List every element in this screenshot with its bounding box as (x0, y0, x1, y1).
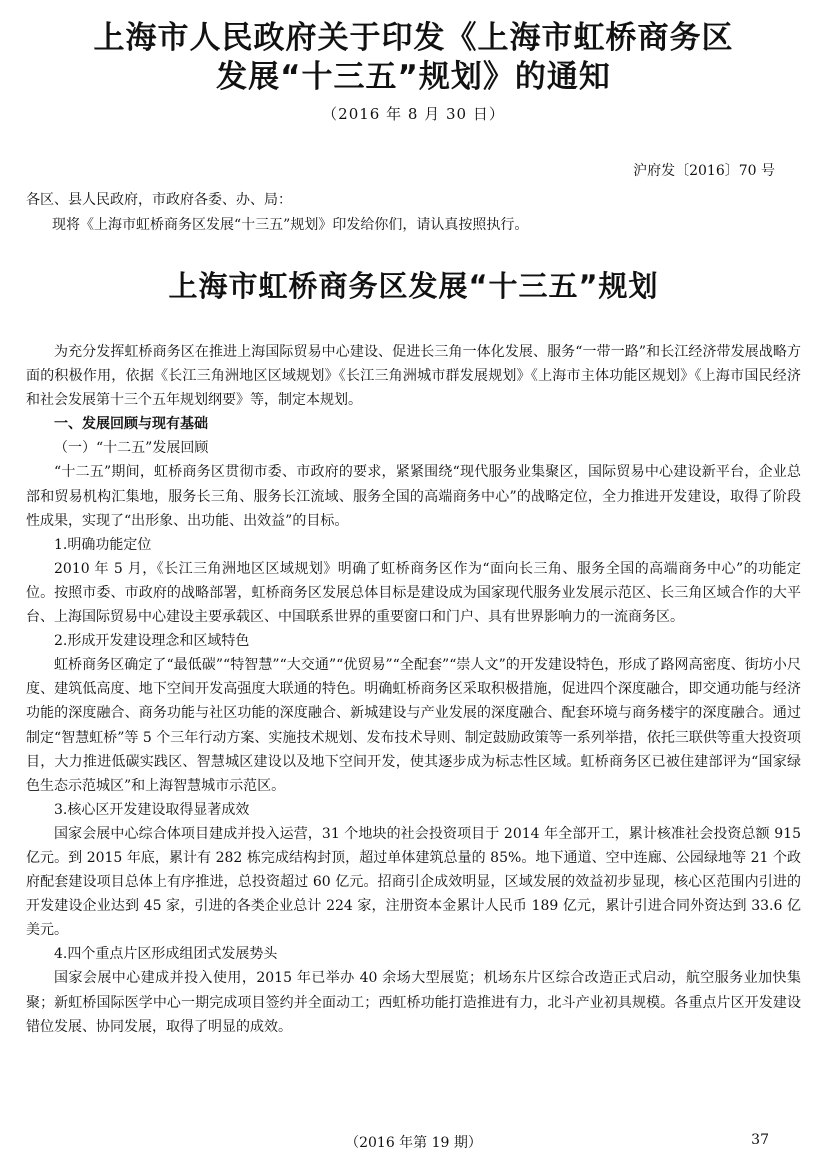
item-heading: 1.明确功能定位 (54, 536, 152, 553)
item-heading: 3.核心区开发建设取得显著成效 (54, 801, 250, 818)
notice-title-line1: 上海市人民政府关于印发《上海市虹桥商务区 (93, 20, 734, 56)
notice-date: （2016 年 8 月 30 日） (322, 105, 505, 123)
item-heading: 2.形成开发建设理念和区域特色 (54, 633, 250, 650)
section-heading: 一、发展回顾与现有基础 (54, 416, 208, 433)
salutation: 各区、县人民政府，市政府各委、办、局： (26, 192, 292, 208)
subsection-heading: （一）“十二五”发展回顾 (54, 440, 209, 457)
review-paragraph: “十二五”期间，虹桥商务区贯彻市委、市政府的要求，紧紧围绕“现代服务业集聚区，国际贸易中心建设新平台，企业总部和贸易机构汇集地，服务长三角、服务长江流域、服务全国的高端商务中心”的战略定位，全力推进开发建设，取得了阶段性成果，实现了“出形象、出功能、出效益”的目标。 (26, 464, 801, 529)
item-heading: 4.四个重点片区形成组团式发展势头 (54, 946, 278, 963)
item-paragraph: 虹桥商务区确定了“最低碳”“特智慧”“大交通”“优贸易”“全配套”“崇人文”的开发建设特色，形成了路网高密度、街坊小尺度、建筑低高度、地下空间开发高强度大联通的特色。明确虹桥商务区采取积极措施，促进四个深度融合，即交通功能与经济功能的深度融合、商务功能与社区功能的深度融合、新城建设与产业发展的深度融合、配套环境与商务楼宇的深度融合。通过制定“智慧虹桥”等 5 个三年行动方案、实施技术规划、发布技术导则、制定鼓励政策等一系列举措，依托三联供等重大投资项目，大力推进低碳实践区、智慧城区建设以及地下空间开发，使其逐步成为标志性区域。虹桥商务区已被住建部评为“国家绿色生态示范城区”和上海智慧城市示范区。 (26, 657, 801, 794)
page-number: 37 (751, 1132, 769, 1148)
notice-title-line2: 发展“十三五”规划》的通知 (216, 59, 611, 95)
item-paragraph: 国家会展中心建成并投入使用，2015 年已举办 40 余场大型展览；机场东片区综合改造正式启动，航空服务业加快集聚；新虹桥国际医学中心一期完成项目签约并全面动工；西虹桥功能打造推进有力，北斗产业初具规模。各重点片区开发建设错位发展、协同发展，取得了明显的成效。 (26, 970, 801, 1035)
issue-footer: （2016 年第 19 期） (345, 1135, 482, 1151)
item-paragraph: 2010 年 5 月，《长江三角洲地区区域规划》明确了虹桥商务区作为“面向长三角、服务全国的高端商务中心”的功能定位。按照市委、市政府的战略部署，虹桥商务区发展总体目标是建设成为国家现代服务业发展示范区、长三角区域合作的大平台、上海国际贸易中心建设主要承载区、中国联系世界的重要窗口和门户、具有世界影响力的一流商务区。 (26, 560, 801, 626)
notice-text: 现将《上海市虹桥商务区发展“十三五”规划》印发给你们，请认真按照执行。 (52, 217, 529, 233)
item-paragraph: 国家会展中心综合体项目建成并投入运营，31 个地块的社会投资项目于 2014 年全部开工，累计核准社会投资总额 915 亿元。到 2015 年底，累计有 282 栋完成结构封顶，超过单体建筑总量的 85%。地下通道、空中连廊、公园绿地等 21 个政府配套建设项目总体上有序推进，总投资超过 60 亿元。招商引企成效明显，区域发展的效益初步显现，核心区范围内引进的开发建设企业达到 45 家，引进的各类企业总计 224 家，注册资本金累计人民币 189 亿元，累计引进合同外资达到 33.6 亿美元。 (26, 825, 801, 939)
intro-paragraph: 为充分发挥虹桥商务区在推进上海国际贸易中心建设、促进长三角一体化发展、服务“一带一路”和长江经济带发展战略方面的积极作用，依据《长江三角洲地区区域规划》《长江三角洲城市群发展规划》《上海市主体功能区规划》《上海市国民经济和社会发展第十三个五年规划纲要》等，制定本规划。 (26, 344, 801, 409)
document-number: 沪府发〔2016〕70 号 (633, 163, 775, 179)
plan-title: 上海市虹桥商务区发展“十三五”规划 (168, 269, 659, 303)
plan-body (26, 340, 801, 1039)
